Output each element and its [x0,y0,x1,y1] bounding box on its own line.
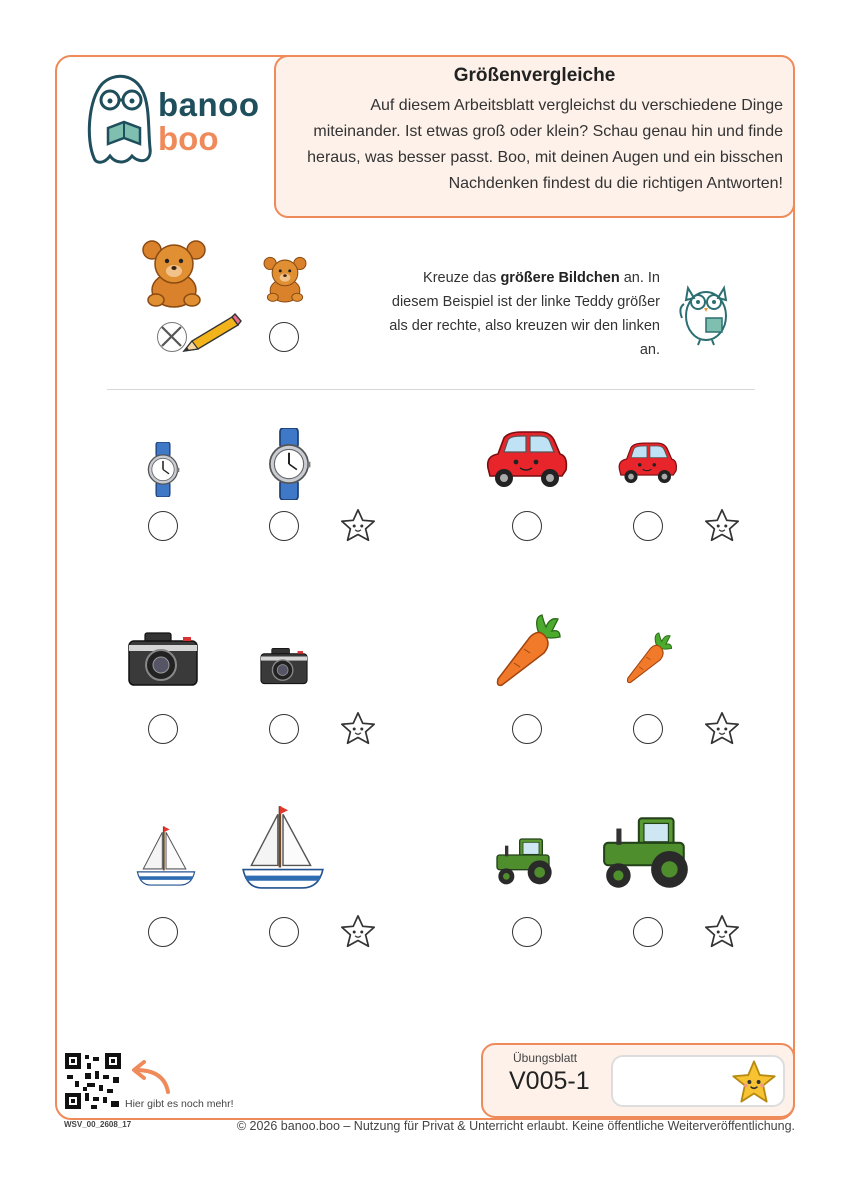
sheet-id: WSV_00_2608_17 [64,1120,132,1129]
carrots-answer-left[interactable] [512,714,542,744]
watch-large-icon [263,428,315,500]
camera-small-icon [259,647,309,685]
example-instruction [380,266,660,362]
instructions-box [274,55,795,218]
sailboat-small-icon [134,822,198,888]
golden-star-icon [731,1059,777,1105]
camera-large-icon [127,631,199,687]
worksheet-code: V005-1 [509,1067,590,1095]
worksheet-code-box [481,1043,795,1118]
curved-arrow-icon [126,1060,172,1096]
tractors-answer-left[interactable] [512,917,542,947]
worksheet-label: Übungsblatt [513,1051,578,1065]
sailboat-large-icon [239,800,327,892]
star-face-icon [703,710,741,748]
instructions-text: Auf diesem Arbeitsblatt vergleichst du verschiedene Dinge miteinander. Ist etwas groß oder klein? Schau genau hin und finde heraus, was besser passt. Boo, mit deinen Augen und ein bisschen Nachdenken findest du die richtigen Antworten! [307,97,783,192]
intro-text-end: an. In diesem Beispiel ist der linke Teddy größer als der rechte, also kreuzen wir den linken an. [389,270,660,358]
qr-caption: Hier gibt es noch mehr! [125,1098,234,1110]
carrot-small-icon [625,631,673,685]
watches-answer-right[interactable] [269,511,299,541]
car-large-icon [482,428,570,488]
carrots-answer-right[interactable] [633,714,663,744]
ghost-reading-icon [80,70,160,170]
car-small-icon [615,440,679,484]
example-answer-right[interactable] [269,322,299,352]
star-face-icon [339,507,377,545]
star-face-icon [339,710,377,748]
watches-answer-left[interactable] [148,511,178,541]
logo-word-banoo: banoo [158,86,260,123]
star-face-icon [703,507,741,545]
teddy-small-icon [262,255,308,303]
score-field[interactable] [611,1055,785,1107]
qr-code-icon[interactable] [65,1053,121,1109]
sailboats-answer-right[interactable] [269,917,299,947]
owl-reading-icon [674,274,736,346]
page-title: Größenvergleiche [453,65,616,86]
logo-word-boo: boo [158,120,219,157]
intro-text-bold: größere Bildchen [500,270,620,286]
sailboats-answer-left[interactable] [148,917,178,947]
copyright-notice: © 2026 banoo.boo – Nutzung für Privat & Unterricht erlaubt. Keine öffentliche Weiterveröffentlichung. [236,1119,795,1133]
watch-small-icon [143,442,183,497]
star-face-icon [339,913,377,951]
star-face-icon [703,913,741,951]
banoo-boo-logo [80,70,270,170]
tractor-large-icon [598,814,696,890]
tractors-answer-right[interactable] [633,917,663,947]
cameras-answer-left[interactable] [148,714,178,744]
cameras-answer-right[interactable] [269,714,299,744]
section-divider [107,389,755,390]
cars-answer-left[interactable] [512,511,542,541]
cars-answer-right[interactable] [633,511,663,541]
pencil-icon [180,313,242,355]
teddy-large-icon [140,238,208,308]
carrot-large-icon [494,613,562,688]
intro-text-start: Kreuze das [423,270,501,286]
tractor-small-icon [493,836,557,886]
